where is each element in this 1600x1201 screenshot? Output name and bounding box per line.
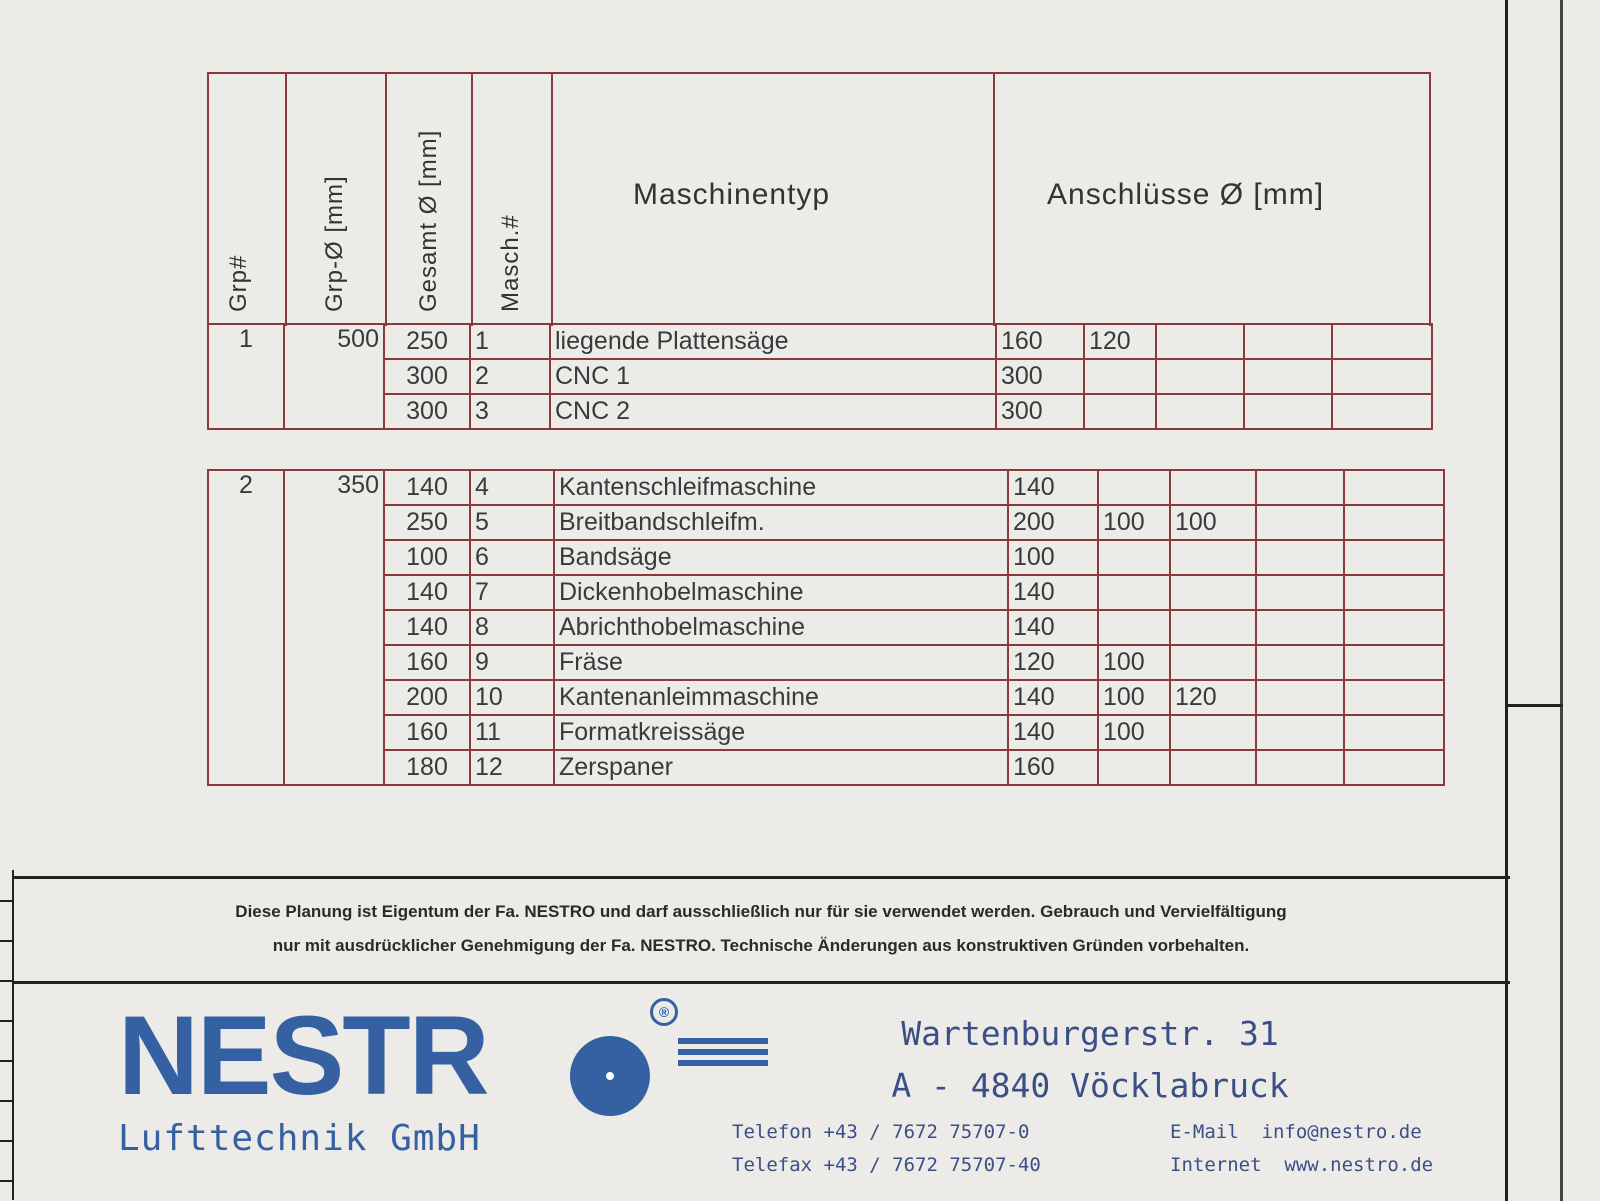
typ-cell: Kantenanleimmaschine [554, 680, 1008, 715]
masch-cell: 5 [470, 505, 554, 540]
frame-line [1505, 0, 1508, 1201]
anschl-cell [1156, 324, 1244, 359]
web-label: Internet [1170, 1154, 1262, 1176]
header-grp-diameter-label: Grp-Ø [mm] [321, 175, 348, 312]
anschl-cell [1256, 540, 1344, 575]
anschl-cell [1256, 645, 1344, 680]
anschl-cell [1244, 359, 1332, 394]
anschl-cell [1170, 575, 1256, 610]
company-subtitle: Lufttechnik GmbH [118, 1118, 481, 1159]
tel-label: Telefon [732, 1121, 813, 1143]
table-row [208, 645, 1444, 680]
masch-cell: 1 [470, 324, 550, 359]
header-grp-diameter [285, 74, 387, 326]
company-address [860, 1008, 1320, 1112]
anschl-cell [1256, 470, 1344, 505]
anschl-cell [1098, 575, 1170, 610]
header-gesamt-label: Gesamt Ø [mm] [415, 129, 442, 312]
table-row [208, 540, 1444, 575]
web-value[interactable]: www.nestro.de [1284, 1154, 1434, 1176]
gesamt-cell: 300 [384, 394, 470, 429]
table-row [208, 715, 1444, 750]
fax-label: Telefax [732, 1154, 813, 1176]
header-masch [471, 74, 553, 326]
masch-cell: 2 [470, 359, 550, 394]
typ-cell: CNC 1 [550, 359, 996, 394]
notice-line-1: Diese Planung ist Eigentum der Fa. NESTRO und darf ausschließlich nur für sie verwendet werden. Gebrauch und Vervielfältigung [235, 902, 1287, 921]
anschl-cell [1256, 680, 1344, 715]
table-row [208, 610, 1444, 645]
typ-cell: Zerspaner [554, 750, 1008, 785]
masch-cell: 11 [470, 715, 554, 750]
anschl-cell [1344, 680, 1444, 715]
anschl-cell: 100 [1098, 680, 1170, 715]
gesamt-cell: 140 [384, 610, 470, 645]
grp-diameter-cell: 500 [284, 324, 384, 429]
header-grp-label: Grp# [225, 254, 252, 312]
typ-cell: Abrichthobelmaschine [554, 610, 1008, 645]
typ-cell: Breitbandschleifm. [554, 505, 1008, 540]
anschl-cell: 300 [996, 359, 1084, 394]
phone-block [732, 1116, 1041, 1182]
gesamt-cell: 300 [384, 359, 470, 394]
anschl-cell: 100 [1098, 715, 1170, 750]
typ-cell: Fräse [554, 645, 1008, 680]
gesamt-cell: 200 [384, 680, 470, 715]
gesamt-cell: 250 [384, 505, 470, 540]
anschl-cell: 140 [1008, 575, 1098, 610]
masch-cell: 8 [470, 610, 554, 645]
grp-cell: 1 [208, 324, 284, 429]
mail-label: E-Mail [1170, 1121, 1239, 1143]
masch-cell: 10 [470, 680, 554, 715]
gesamt-cell: 100 [384, 540, 470, 575]
speed-lines-icon [678, 1038, 768, 1071]
anschl-cell [1098, 540, 1170, 575]
header-gesamt [385, 74, 473, 326]
company-logo [118, 993, 670, 1159]
anschl-cell: 100 [1008, 540, 1098, 575]
anschl-cell: 140 [1008, 470, 1098, 505]
typ-cell: Kantenschleifmaschine [554, 470, 1008, 505]
anschl-cell [1256, 715, 1344, 750]
anschl-cell [1332, 394, 1432, 429]
logo-wordmark: NESTR [118, 993, 488, 1118]
online-block [1170, 1116, 1433, 1182]
anschl-cell: 120 [1084, 324, 1156, 359]
table-row [208, 505, 1444, 540]
header-anschl-label: Anschlüsse Ø [mm] [1047, 178, 1325, 211]
anschl-cell: 140 [1008, 610, 1098, 645]
anschl-cell [1344, 540, 1444, 575]
anschl-cell: 100 [1098, 505, 1170, 540]
street: Wartenburgerstr. 31 [901, 1014, 1279, 1053]
anschl-cell: 120 [1170, 680, 1256, 715]
anschl-cell [1332, 359, 1432, 394]
masch-cell: 7 [470, 575, 554, 610]
anschl-cell [1098, 610, 1170, 645]
anschl-cell [1244, 394, 1332, 429]
anschl-cell [1170, 470, 1256, 505]
anschl-cell [1098, 750, 1170, 785]
anschl-cell [1256, 750, 1344, 785]
anschl-cell [1344, 470, 1444, 505]
registered-mark: ® [650, 998, 678, 1026]
anschl-cell: 140 [1008, 715, 1098, 750]
anschl-cell [1256, 575, 1344, 610]
masch-cell: 3 [470, 394, 550, 429]
header-masch-label: Masch.# [497, 214, 524, 312]
table-row [208, 575, 1444, 610]
table-row [208, 394, 1432, 429]
anschl-cell: 200 [1008, 505, 1098, 540]
anschl-cell [1098, 470, 1170, 505]
anschl-cell [1344, 610, 1444, 645]
anschl-cell [1084, 394, 1156, 429]
table-header [207, 72, 1431, 326]
anschl-cell: 100 [1170, 505, 1256, 540]
gesamt-cell: 140 [384, 470, 470, 505]
typ-cell: Formatkreissäge [554, 715, 1008, 750]
masch-cell: 4 [470, 470, 554, 505]
masch-cell: 9 [470, 645, 554, 680]
anschl-cell [1256, 610, 1344, 645]
frame-line [1560, 0, 1563, 1201]
masch-cell: 6 [470, 540, 554, 575]
header-grp [209, 74, 285, 326]
table-row [208, 750, 1444, 785]
gesamt-cell: 140 [384, 575, 470, 610]
anschl-cell [1170, 715, 1256, 750]
anschl-cell [1344, 715, 1444, 750]
fan-icon [570, 1036, 650, 1116]
anschl-cell [1170, 750, 1256, 785]
table-row [208, 470, 1444, 505]
typ-cell: CNC 2 [550, 394, 996, 429]
group-1-table [207, 323, 1433, 430]
anschl-cell [1156, 394, 1244, 429]
anschl-cell [1170, 645, 1256, 680]
notice-line-2: nur mit ausdrücklicher Genehmigung der Fa. NESTRO. Technische Änderungen aus konstruktiven Gründen vorbehalten. [272, 936, 1250, 955]
anschl-cell: 100 [1098, 645, 1170, 680]
anschl-cell: 140 [1008, 680, 1098, 715]
gesamt-cell: 160 [384, 645, 470, 680]
tel-value: +43 / 7672 75707-0 [823, 1121, 1030, 1143]
anschl-cell: 300 [996, 394, 1084, 429]
anschl-cell [1156, 359, 1244, 394]
grp-diameter-cell: 350 [284, 470, 384, 785]
gesamt-cell: 250 [384, 324, 470, 359]
anschl-cell [1332, 324, 1432, 359]
city: A - 4840 Vöcklabruck [891, 1066, 1289, 1105]
header-anschl [993, 74, 1427, 326]
group-2-table [207, 469, 1445, 786]
header-typ [551, 74, 995, 326]
table-row [208, 680, 1444, 715]
typ-cell: liegende Plattensäge [550, 324, 996, 359]
ownership-notice [12, 876, 1510, 984]
frame-line [1508, 704, 1563, 707]
anschl-cell [1256, 505, 1344, 540]
anschl-cell [1244, 324, 1332, 359]
header-typ-label: Maschinentyp [633, 178, 831, 211]
typ-cell: Bandsäge [554, 540, 1008, 575]
gesamt-cell: 180 [384, 750, 470, 785]
anschl-cell [1344, 505, 1444, 540]
anschl-cell [1344, 645, 1444, 680]
mail-value[interactable]: info@nestro.de [1261, 1121, 1422, 1143]
masch-cell: 12 [470, 750, 554, 785]
gesamt-cell: 160 [384, 715, 470, 750]
anschl-cell [1344, 575, 1444, 610]
anschl-cell [1084, 359, 1156, 394]
anschl-cell: 160 [1008, 750, 1098, 785]
anschl-cell [1344, 750, 1444, 785]
anschl-cell: 120 [1008, 645, 1098, 680]
fax-value: +43 / 7672 75707-40 [823, 1154, 1041, 1176]
grp-cell: 2 [208, 470, 284, 785]
anschl-cell: 160 [996, 324, 1084, 359]
table-row [208, 359, 1432, 394]
typ-cell: Dickenhobelmaschine [554, 575, 1008, 610]
anschl-cell [1170, 540, 1256, 575]
table-row [208, 324, 1432, 359]
anschl-cell [1170, 610, 1256, 645]
